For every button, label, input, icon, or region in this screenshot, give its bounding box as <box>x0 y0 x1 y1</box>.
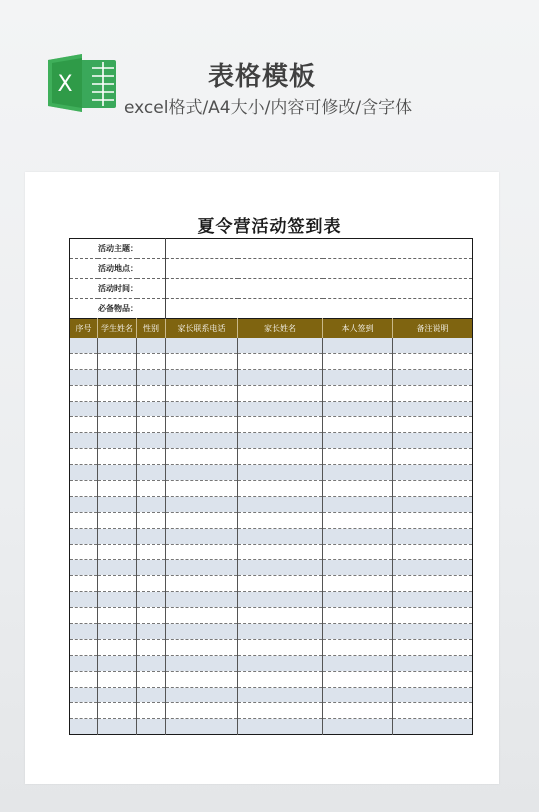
table-cell[interactable] <box>70 338 98 353</box>
table-cell[interactable] <box>166 465 238 481</box>
table-cell[interactable] <box>238 512 323 528</box>
table-cell[interactable] <box>393 481 473 497</box>
table-cell[interactable] <box>393 624 473 640</box>
column-header-row <box>70 319 473 339</box>
column-header: 性别 <box>137 319 166 339</box>
table-cell[interactable] <box>70 655 98 671</box>
table-cell[interactable] <box>238 671 323 687</box>
table-cell[interactable] <box>393 592 473 608</box>
table-row <box>70 576 473 592</box>
table-cell[interactable] <box>137 719 166 735</box>
table-cell[interactable] <box>98 338 137 353</box>
table-cell[interactable] <box>393 528 473 544</box>
column-header: 序号 <box>70 319 98 339</box>
table-cell[interactable] <box>166 719 238 735</box>
table-cell[interactable] <box>98 592 137 608</box>
info-label: 必备物品： <box>70 299 166 319</box>
table-row <box>70 481 473 497</box>
table-cell[interactable] <box>393 449 473 465</box>
table-cell[interactable] <box>323 592 393 608</box>
table-cell[interactable] <box>98 655 137 671</box>
table-cell[interactable] <box>323 338 393 353</box>
table-cell[interactable] <box>70 496 98 512</box>
table-row <box>70 417 473 433</box>
table-cell[interactable] <box>98 703 137 719</box>
table-cell[interactable] <box>238 417 323 433</box>
table-cell[interactable] <box>70 528 98 544</box>
table-cell[interactable] <box>238 369 323 385</box>
info-row-theme <box>70 239 473 259</box>
table-cell[interactable] <box>323 528 393 544</box>
document-title: 夏令营活动签到表 <box>197 217 342 237</box>
table-row <box>70 544 473 560</box>
table-cell[interactable] <box>323 481 393 497</box>
table-cell[interactable] <box>166 528 238 544</box>
table-row <box>70 385 473 401</box>
table-cell[interactable] <box>166 385 238 401</box>
info-value[interactable] <box>166 299 473 319</box>
table-row <box>70 528 473 544</box>
table-row <box>70 560 473 576</box>
table-cell[interactable] <box>137 385 166 401</box>
table-cell[interactable] <box>137 608 166 624</box>
table-cell[interactable] <box>393 687 473 703</box>
info-row-time <box>70 279 473 299</box>
template-title: 表格模板 <box>208 62 317 92</box>
svg-text:X: X <box>57 72 73 97</box>
table-cell[interactable] <box>98 719 137 735</box>
table-cell[interactable] <box>137 338 166 353</box>
info-row-location <box>70 259 473 279</box>
table-cell[interactable] <box>238 465 323 481</box>
table-cell[interactable] <box>323 417 393 433</box>
table-cell[interactable] <box>70 465 98 481</box>
table-cell[interactable] <box>166 496 238 512</box>
table-cell[interactable] <box>70 369 98 385</box>
table-cell[interactable] <box>137 560 166 576</box>
table-row <box>70 687 473 703</box>
table-cell[interactable] <box>137 417 166 433</box>
table-cell[interactable] <box>98 385 137 401</box>
table-cell[interactable] <box>70 687 98 703</box>
column-header: 家长姓名 <box>238 319 323 339</box>
table-cell[interactable] <box>323 576 393 592</box>
table-row <box>70 369 473 385</box>
table-cell[interactable] <box>137 528 166 544</box>
table-cell[interactable] <box>98 417 137 433</box>
table-cell[interactable] <box>238 338 323 353</box>
table-row <box>70 353 473 369</box>
table-cell[interactable] <box>323 544 393 560</box>
table-row <box>70 703 473 719</box>
table-cell[interactable] <box>70 560 98 576</box>
table-cell[interactable] <box>137 481 166 497</box>
table-row <box>70 608 473 624</box>
info-value[interactable] <box>166 239 473 259</box>
table-cell[interactable] <box>98 624 137 640</box>
table-cell[interactable] <box>238 624 323 640</box>
table-row <box>70 639 473 655</box>
info-label: 活动时间： <box>70 279 166 299</box>
table-cell[interactable] <box>166 624 238 640</box>
column-header: 学生姓名 <box>98 319 137 339</box>
table-cell[interactable] <box>70 624 98 640</box>
table-cell[interactable] <box>70 671 98 687</box>
table-cell[interactable] <box>238 592 323 608</box>
table-cell[interactable] <box>166 401 238 417</box>
table-cell[interactable] <box>98 560 137 576</box>
table-cell[interactable] <box>323 671 393 687</box>
table-cell[interactable] <box>238 401 323 417</box>
table-cell[interactable] <box>137 353 166 369</box>
table-cell[interactable] <box>323 385 393 401</box>
table-cell[interactable] <box>70 639 98 655</box>
table-cell[interactable] <box>137 687 166 703</box>
table-cell[interactable] <box>70 417 98 433</box>
table-cell[interactable] <box>393 639 473 655</box>
excel-logo-icon <box>46 54 118 112</box>
table-cell[interactable] <box>70 449 98 465</box>
table-cell[interactable] <box>238 496 323 512</box>
table-cell[interactable] <box>70 401 98 417</box>
table-cell[interactable] <box>323 465 393 481</box>
table-cell[interactable] <box>393 703 473 719</box>
table-cell[interactable] <box>166 369 238 385</box>
table-cell[interactable] <box>393 655 473 671</box>
column-header: 家长联系电话 <box>166 319 238 339</box>
table-cell[interactable] <box>98 353 137 369</box>
table-cell[interactable] <box>393 465 473 481</box>
table-cell[interactable] <box>323 655 393 671</box>
table-cell[interactable] <box>137 465 166 481</box>
table-cell[interactable] <box>238 385 323 401</box>
table-row <box>70 512 473 528</box>
table-cell[interactable] <box>70 481 98 497</box>
table-cell[interactable] <box>166 353 238 369</box>
info-label: 活动主题： <box>70 239 166 259</box>
table-row <box>70 433 473 449</box>
info-value[interactable] <box>166 259 473 279</box>
table-cell[interactable] <box>393 719 473 735</box>
table-cell[interactable] <box>137 544 166 560</box>
table-cell[interactable] <box>323 512 393 528</box>
info-row-items <box>70 299 473 319</box>
table-cell[interactable] <box>323 608 393 624</box>
table-cell[interactable] <box>137 639 166 655</box>
table-cell[interactable] <box>166 703 238 719</box>
table-cell[interactable] <box>323 353 393 369</box>
table-cell[interactable] <box>238 481 323 497</box>
table-cell[interactable] <box>98 369 137 385</box>
table-cell[interactable] <box>70 703 98 719</box>
table-cell[interactable] <box>98 496 137 512</box>
table-cell[interactable] <box>238 608 323 624</box>
table-cell[interactable] <box>166 481 238 497</box>
table-cell[interactable] <box>98 449 137 465</box>
table-cell[interactable] <box>238 528 323 544</box>
table-cell[interactable] <box>137 671 166 687</box>
table-row <box>70 401 473 417</box>
table-cell[interactable] <box>137 401 166 417</box>
table-cell[interactable] <box>98 576 137 592</box>
table-cell[interactable] <box>323 449 393 465</box>
table-cell[interactable] <box>393 576 473 592</box>
table-cell[interactable] <box>238 560 323 576</box>
table-cell[interactable] <box>393 417 473 433</box>
table-cell[interactable] <box>70 576 98 592</box>
table-cell[interactable] <box>166 592 238 608</box>
table-cell[interactable] <box>238 353 323 369</box>
table-cell[interactable] <box>70 608 98 624</box>
table-cell[interactable] <box>238 576 323 592</box>
table-row <box>70 496 473 512</box>
table-cell[interactable] <box>393 560 473 576</box>
table-cell[interactable] <box>238 719 323 735</box>
table-cell[interactable] <box>238 544 323 560</box>
info-label: 活动地点： <box>70 259 166 279</box>
table-cell[interactable] <box>166 655 238 671</box>
table-cell[interactable] <box>98 671 137 687</box>
table-cell[interactable] <box>393 353 473 369</box>
table-cell[interactable] <box>166 560 238 576</box>
table-cell[interactable] <box>70 433 98 449</box>
table-cell[interactable] <box>70 592 98 608</box>
table-cell[interactable] <box>323 433 393 449</box>
table-cell[interactable] <box>137 592 166 608</box>
table-cell[interactable] <box>238 433 323 449</box>
table-body <box>70 338 473 735</box>
table-cell[interactable] <box>166 433 238 449</box>
table-cell[interactable] <box>393 433 473 449</box>
table-cell[interactable] <box>98 544 137 560</box>
table-row <box>70 449 473 465</box>
table-cell[interactable] <box>70 385 98 401</box>
table-cell[interactable] <box>166 576 238 592</box>
table-cell[interactable] <box>98 687 137 703</box>
table-row <box>70 465 473 481</box>
table-cell[interactable] <box>323 560 393 576</box>
template-subtitle: excel格式/A4大小/内容可修改/含字体 <box>124 98 413 118</box>
table-cell[interactable] <box>238 687 323 703</box>
table-row <box>70 719 473 735</box>
column-header: 本人签到 <box>323 319 393 339</box>
table-cell[interactable] <box>166 417 238 433</box>
table-cell[interactable] <box>98 512 137 528</box>
table-cell[interactable] <box>98 433 137 449</box>
column-header: 备注说明 <box>393 319 473 339</box>
sign-in-table <box>69 238 473 735</box>
table-cell[interactable] <box>323 401 393 417</box>
table-cell[interactable] <box>98 401 137 417</box>
table-cell[interactable] <box>166 608 238 624</box>
table-cell[interactable] <box>323 496 393 512</box>
table-cell[interactable] <box>166 544 238 560</box>
table-cell[interactable] <box>137 449 166 465</box>
table-cell[interactable] <box>70 544 98 560</box>
table-cell[interactable] <box>137 433 166 449</box>
table-cell[interactable] <box>238 639 323 655</box>
table-cell[interactable] <box>238 449 323 465</box>
table-cell[interactable] <box>137 512 166 528</box>
table-row <box>70 338 473 353</box>
table-cell[interactable] <box>393 671 473 687</box>
table-cell[interactable] <box>137 624 166 640</box>
table-cell[interactable] <box>166 639 238 655</box>
table-cell[interactable] <box>166 671 238 687</box>
table-cell[interactable] <box>323 639 393 655</box>
table-cell[interactable] <box>98 528 137 544</box>
table-cell[interactable] <box>98 465 137 481</box>
table-cell[interactable] <box>323 369 393 385</box>
table-cell[interactable] <box>137 369 166 385</box>
table-cell[interactable] <box>238 655 323 671</box>
table-cell[interactable] <box>238 703 323 719</box>
table-cell[interactable] <box>70 719 98 735</box>
info-value[interactable] <box>166 279 473 299</box>
table-cell[interactable] <box>323 703 393 719</box>
table-cell[interactable] <box>393 385 473 401</box>
table-cell[interactable] <box>393 338 473 353</box>
table-cell[interactable] <box>166 512 238 528</box>
table-cell[interactable] <box>70 353 98 369</box>
table-cell[interactable] <box>70 512 98 528</box>
table-cell[interactable] <box>98 639 137 655</box>
table-cell[interactable] <box>137 496 166 512</box>
table-cell[interactable] <box>137 655 166 671</box>
table-cell[interactable] <box>393 608 473 624</box>
table-cell[interactable] <box>393 401 473 417</box>
table-cell[interactable] <box>323 687 393 703</box>
table-cell[interactable] <box>166 449 238 465</box>
table-cell[interactable] <box>323 719 393 735</box>
table-row <box>70 671 473 687</box>
table-row <box>70 655 473 671</box>
table-cell[interactable] <box>137 576 166 592</box>
table-cell[interactable] <box>393 369 473 385</box>
table-cell[interactable] <box>98 481 137 497</box>
table-cell[interactable] <box>166 687 238 703</box>
table-cell[interactable] <box>98 608 137 624</box>
table-cell[interactable] <box>323 624 393 640</box>
table-cell[interactable] <box>166 338 238 353</box>
table-row <box>70 592 473 608</box>
table-cell[interactable] <box>393 512 473 528</box>
table-row <box>70 624 473 640</box>
table-cell[interactable] <box>393 496 473 512</box>
table-cell[interactable] <box>393 544 473 560</box>
promo-header <box>0 0 539 170</box>
table-cell[interactable] <box>137 703 166 719</box>
